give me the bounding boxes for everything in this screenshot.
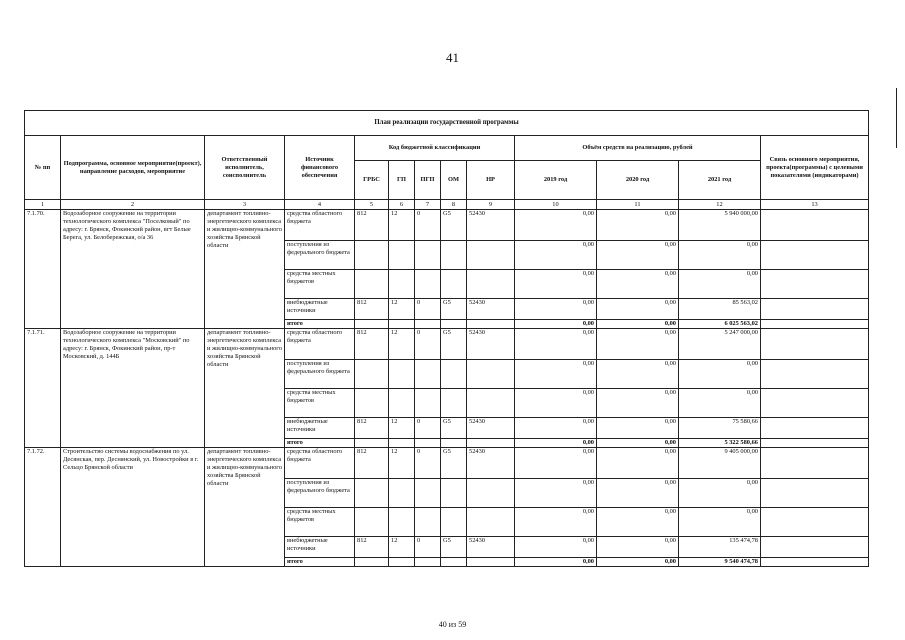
- amount-2021: 5 940 000,00: [679, 210, 761, 241]
- amount-2021: 9 405 000,00: [679, 448, 761, 479]
- header-2021: 2021 год: [679, 161, 761, 200]
- indicator-link: [761, 320, 869, 329]
- code-grbs: [355, 479, 389, 508]
- funding-source: внебюджетные источники: [285, 418, 355, 439]
- column-number: 6: [389, 200, 415, 210]
- amount-2021: 0,00: [679, 360, 761, 389]
- code-om: G5: [441, 299, 467, 320]
- code-nr: [467, 439, 515, 448]
- code-pgp: 0: [415, 210, 441, 241]
- code-gp: [389, 320, 415, 329]
- indicator-link: [761, 558, 869, 567]
- funding-source: средства местных бюджетов: [285, 508, 355, 537]
- amount-2019: 0,00: [515, 537, 597, 558]
- funding-source: средства областного бюджета: [285, 210, 355, 241]
- code-pgp: [415, 479, 441, 508]
- funding-source: поступления из федерального бюджета: [285, 360, 355, 389]
- funding-source: средства областного бюджета: [285, 329, 355, 360]
- table-title: План реализации государственной программы: [25, 111, 869, 136]
- amount-2021: 5 247 000,00: [679, 329, 761, 360]
- code-gp: [389, 241, 415, 270]
- code-om: G5: [441, 537, 467, 558]
- amount-2020: 0,00: [597, 360, 679, 389]
- code-nr: [467, 389, 515, 418]
- code-pgp: [415, 439, 441, 448]
- amount-2019: 0,00: [515, 418, 597, 439]
- amount-2021: 5 322 580,66: [679, 439, 761, 448]
- measure-name: Строительство системы водоснабжения по ул. Десянская, пер. Деснянский, ул. Новостройки в г. Сельцо Брянской области: [61, 448, 205, 567]
- executor: департамент топливно-энергетического комплекса и жилищно-коммунального хозяйства Брянской области: [205, 329, 285, 448]
- amount-2021: 0,00: [679, 479, 761, 508]
- code-nr: [467, 508, 515, 537]
- code-gp: 12: [389, 537, 415, 558]
- header-nr: НР: [467, 161, 515, 200]
- amount-2021: 85 563,02: [679, 299, 761, 320]
- code-pgp: [415, 360, 441, 389]
- amount-2021: 75 580,66: [679, 418, 761, 439]
- code-grbs: [355, 360, 389, 389]
- funding-source: итого: [285, 320, 355, 329]
- amount-2020: 0,00: [597, 439, 679, 448]
- code-nr: [467, 558, 515, 567]
- indicator-link: [761, 537, 869, 558]
- amount-2021: 0,00: [679, 389, 761, 418]
- amount-2020: 0,00: [597, 389, 679, 418]
- indicator-link: [761, 299, 869, 320]
- code-nr: 52430: [467, 537, 515, 558]
- code-gp: 12: [389, 448, 415, 479]
- amount-2019: 0,00: [515, 329, 597, 360]
- column-number: 1: [25, 200, 61, 210]
- code-pgp: 0: [415, 418, 441, 439]
- code-nr: [467, 320, 515, 329]
- amount-2021: 0,00: [679, 270, 761, 299]
- funding-source: итого: [285, 558, 355, 567]
- amount-2019: 0,00: [515, 389, 597, 418]
- amount-2020: 0,00: [597, 320, 679, 329]
- code-grbs: [355, 320, 389, 329]
- code-nr: [467, 241, 515, 270]
- indicator-link: [761, 210, 869, 241]
- code-grbs: [355, 439, 389, 448]
- column-number: 5: [355, 200, 389, 210]
- header-om: ОМ: [441, 161, 467, 200]
- header-pgp: ПГП: [415, 161, 441, 200]
- amount-2019: 0,00: [515, 448, 597, 479]
- code-grbs: [355, 241, 389, 270]
- code-gp: [389, 508, 415, 537]
- code-nr: 52430: [467, 210, 515, 241]
- table-row: [25, 329, 869, 360]
- indicator-link: [761, 439, 869, 448]
- column-number: 8: [441, 200, 467, 210]
- amount-2021: 9 540 474,78: [679, 558, 761, 567]
- executor: департамент топливно-энергетического комплекса и жилищно-коммунального хозяйства Брянской области: [205, 210, 285, 329]
- amount-2020: 0,00: [597, 329, 679, 360]
- amount-2021: 135 474,78: [679, 537, 761, 558]
- amount-2019: 0,00: [515, 508, 597, 537]
- code-om: [441, 360, 467, 389]
- column-number: 13: [761, 200, 869, 210]
- measure-name: Водозаборное сооружение на территории технологического комплекса "Московский" по адресу: г. Брянск, Фокинский район, пр-т Московский, д. 144Б: [61, 329, 205, 448]
- funding-source: внебюджетные источники: [285, 537, 355, 558]
- code-gp: [389, 360, 415, 389]
- header-gp: ГП: [389, 161, 415, 200]
- code-nr: 52430: [467, 448, 515, 479]
- code-nr: 52430: [467, 299, 515, 320]
- amount-2019: 0,00: [515, 320, 597, 329]
- code-om: [441, 270, 467, 299]
- code-pgp: 0: [415, 537, 441, 558]
- code-gp: 12: [389, 418, 415, 439]
- code-grbs: [355, 558, 389, 567]
- header-budget-code: Код бюджетной классификации: [355, 136, 515, 161]
- code-grbs: 812: [355, 418, 389, 439]
- header-2020: 2020 год: [597, 161, 679, 200]
- code-om: [441, 439, 467, 448]
- amount-2019: 0,00: [515, 439, 597, 448]
- page-footer: 40 из 59: [438, 620, 467, 629]
- amount-2020: 0,00: [597, 448, 679, 479]
- code-gp: 12: [389, 299, 415, 320]
- indicator-link: [761, 270, 869, 299]
- column-number: 9: [467, 200, 515, 210]
- code-om: [441, 558, 467, 567]
- column-number: 7: [415, 200, 441, 210]
- amount-2020: 0,00: [597, 210, 679, 241]
- funding-source: средства местных бюджетов: [285, 389, 355, 418]
- header-program: Подпрограмма, основное мероприятие(проект), направление расходов, мероприятие: [61, 136, 205, 200]
- code-gp: 12: [389, 210, 415, 241]
- column-number: 4: [285, 200, 355, 210]
- amount-2019: 0,00: [515, 299, 597, 320]
- code-pgp: 0: [415, 299, 441, 320]
- amount-2020: 0,00: [597, 270, 679, 299]
- code-pgp: [415, 389, 441, 418]
- code-om: G5: [441, 329, 467, 360]
- indicator-link: [761, 329, 869, 360]
- amount-2019: 0,00: [515, 270, 597, 299]
- code-grbs: 812: [355, 329, 389, 360]
- code-gp: [389, 270, 415, 299]
- indicator-link: [761, 418, 869, 439]
- amount-2019: 0,00: [515, 479, 597, 508]
- indicator-link: [761, 479, 869, 508]
- column-number: 11: [597, 200, 679, 210]
- indicator-link: [761, 389, 869, 418]
- table-row: [25, 448, 869, 479]
- funding-source: поступления из федерального бюджета: [285, 241, 355, 270]
- code-gp: [389, 558, 415, 567]
- code-nr: [467, 479, 515, 508]
- header-funds: Объём средств на реализацию, рублей: [515, 136, 761, 161]
- amount-2019: 0,00: [515, 558, 597, 567]
- code-pgp: 0: [415, 329, 441, 360]
- amount-2020: 0,00: [597, 479, 679, 508]
- amount-2021: 6 025 563,02: [679, 320, 761, 329]
- code-om: G5: [441, 210, 467, 241]
- code-om: G5: [441, 448, 467, 479]
- code-pgp: [415, 320, 441, 329]
- funding-source: поступления из федерального бюджета: [285, 479, 355, 508]
- code-nr: [467, 360, 515, 389]
- amount-2020: 0,00: [597, 508, 679, 537]
- code-om: [441, 320, 467, 329]
- amount-2019: 0,00: [515, 241, 597, 270]
- amount-2020: 0,00: [597, 418, 679, 439]
- code-grbs: 812: [355, 537, 389, 558]
- code-pgp: [415, 241, 441, 270]
- amount-2019: 0,00: [515, 210, 597, 241]
- indicator-link: [761, 241, 869, 270]
- measure-name: Водозаборное сооружение на территории технологического комплекса "Поселковый" по адресу: г. Брянск, Фокинский район, вгт Белые Берега, ул. Белобережская, о/а 36: [61, 210, 205, 329]
- header-link: Связь основного мероприятия, проекта(программы) с целевыми показателями (индикаторами): [761, 136, 869, 200]
- funding-source: внебюджетные источники: [285, 299, 355, 320]
- column-number: 2: [61, 200, 205, 210]
- row-number: 7.1.70.: [25, 210, 61, 329]
- executor: департамент топливно-энергетического комплекса и жилищно-коммунального хозяйства Брянской области: [205, 448, 285, 567]
- column-number: 10: [515, 200, 597, 210]
- column-number: 12: [679, 200, 761, 210]
- code-nr: [467, 270, 515, 299]
- row-number: 7.1.71.: [25, 329, 61, 448]
- amount-2020: 0,00: [597, 558, 679, 567]
- code-grbs: [355, 508, 389, 537]
- code-grbs: [355, 389, 389, 418]
- page-number: 41: [446, 50, 459, 65]
- amount-2020: 0,00: [597, 537, 679, 558]
- indicator-link: [761, 448, 869, 479]
- header-num: № пп: [25, 136, 61, 200]
- amount-2021: 0,00: [679, 241, 761, 270]
- code-nr: 52430: [467, 329, 515, 360]
- amount-2020: 0,00: [597, 299, 679, 320]
- funding-source: средства областного бюджета: [285, 448, 355, 479]
- indicator-link: [761, 360, 869, 389]
- row-number: 7.1.72.: [25, 448, 61, 567]
- code-grbs: 812: [355, 448, 389, 479]
- amount-2020: 0,00: [597, 241, 679, 270]
- header-2019: 2019 год: [515, 161, 597, 200]
- code-pgp: [415, 508, 441, 537]
- code-gp: 12: [389, 329, 415, 360]
- code-grbs: 812: [355, 210, 389, 241]
- table-row: [25, 210, 869, 241]
- code-gp: [389, 389, 415, 418]
- funding-source: итого: [285, 439, 355, 448]
- amount-2019: 0,00: [515, 360, 597, 389]
- column-number: 3: [205, 200, 285, 210]
- program-plan-table: [24, 110, 869, 567]
- header-executor: Ответственный исполнитель, соисполнитель: [205, 136, 285, 200]
- margin-mark: [896, 88, 897, 148]
- code-pgp: [415, 558, 441, 567]
- code-om: [441, 508, 467, 537]
- amount-2021: 0,00: [679, 508, 761, 537]
- code-om: G5: [441, 418, 467, 439]
- code-pgp: 0: [415, 448, 441, 479]
- code-nr: 52430: [467, 418, 515, 439]
- code-om: [441, 479, 467, 508]
- indicator-link: [761, 508, 869, 537]
- code-grbs: 812: [355, 299, 389, 320]
- code-om: [441, 389, 467, 418]
- header-source: Источник финансового обеспечения: [285, 136, 355, 200]
- code-gp: [389, 439, 415, 448]
- code-grbs: [355, 270, 389, 299]
- header-grbs: ГРБС: [355, 161, 389, 200]
- code-pgp: [415, 270, 441, 299]
- funding-source: средства местных бюджетов: [285, 270, 355, 299]
- code-om: [441, 241, 467, 270]
- code-gp: [389, 479, 415, 508]
